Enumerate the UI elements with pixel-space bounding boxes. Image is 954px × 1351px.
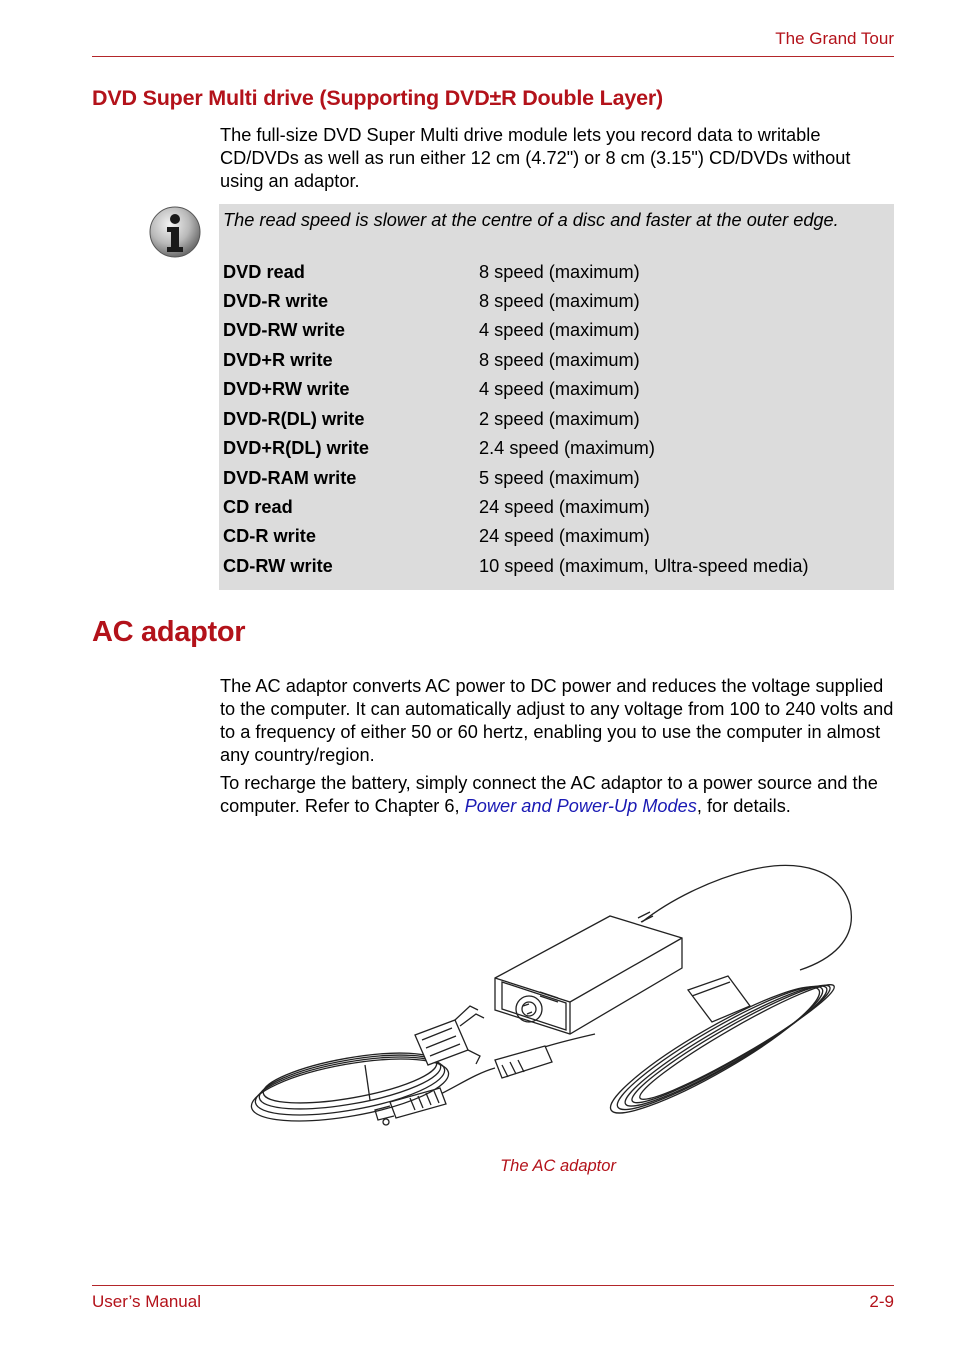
spec-value: 4 speed (maximum) bbox=[479, 379, 640, 399]
spec-value: 24 speed (maximum) bbox=[479, 497, 650, 517]
spec-label: DVD-R write bbox=[223, 291, 329, 311]
spec-label: DVD-RAM write bbox=[223, 468, 357, 488]
spec-row bbox=[223, 409, 883, 433]
info-icon bbox=[148, 205, 202, 259]
spec-value: 8 speed (maximum) bbox=[479, 291, 640, 311]
running-header-title: The Grand Tour bbox=[775, 29, 894, 48]
spec-value: 2 speed (maximum) bbox=[479, 409, 640, 429]
note-text: The read speed is slower at the centre of a disc and faster at the outer edge. bbox=[223, 210, 839, 230]
spec-value: 4 speed (maximum) bbox=[479, 320, 640, 340]
spec-row bbox=[223, 350, 883, 374]
power-modes-link[interactable]: Power and Power-Up Modes bbox=[464, 796, 697, 816]
spec-row bbox=[223, 262, 883, 286]
ac-paragraph-2-tail: , for details. bbox=[696, 796, 791, 816]
spec-value: 24 speed (maximum) bbox=[479, 526, 650, 546]
spec-label: DVD-R(DL) write bbox=[223, 409, 365, 429]
ac-adaptor-illustration bbox=[240, 860, 860, 1140]
spec-row bbox=[223, 497, 883, 521]
spec-label: DVD-RW write bbox=[223, 320, 345, 340]
spec-value: 8 speed (maximum) bbox=[479, 262, 640, 282]
ac-paragraph-1: The AC adaptor converts AC power to DC power and reduces the voltage supplied to the computer. It can automatically adjust to any voltage from 100 to 240 volts and to a frequency of either 50 or 60 hertz, enabling you to use the computer in almost any country/region. bbox=[220, 676, 894, 765]
spec-label: CD read bbox=[223, 497, 293, 517]
spec-label: CD-R write bbox=[223, 526, 316, 546]
spec-label: CD-RW write bbox=[223, 556, 333, 576]
dvd-section-paragraph: The full-size DVD Super Multi drive module lets you record data to writable CD/DVDs as well as run either 12 cm (4.72") or 8 cm (3.15") CD/DVDs without using an adaptor. bbox=[220, 125, 851, 191]
spec-value: 10 speed (maximum, Ultra-speed media) bbox=[479, 556, 809, 576]
ac-adaptor-heading: AC adaptor bbox=[92, 616, 246, 648]
spec-label: DVD+RW write bbox=[223, 379, 350, 399]
ac-paragraph-2 bbox=[220, 772, 896, 818]
spec-row bbox=[223, 291, 883, 315]
spec-value: 2.4 speed (maximum) bbox=[479, 438, 655, 458]
spec-label: DVD+R(DL) write bbox=[223, 438, 370, 458]
spec-label: DVD read bbox=[223, 262, 305, 282]
page-number: 2-9 bbox=[869, 1292, 894, 1311]
spec-row bbox=[223, 468, 883, 492]
footer-manual-title: User’s Manual bbox=[92, 1292, 201, 1311]
figure-caption: The AC adaptor bbox=[500, 1157, 616, 1175]
spec-row bbox=[223, 438, 883, 462]
spec-value: 8 speed (maximum) bbox=[479, 350, 640, 370]
dvd-section-heading: DVD Super Multi drive (Supporting DVD±R Double Layer) bbox=[92, 86, 663, 110]
footer-rule bbox=[92, 1285, 894, 1286]
spec-row bbox=[223, 320, 883, 344]
spec-row bbox=[223, 556, 883, 580]
spec-label: DVD+R write bbox=[223, 350, 333, 370]
spec-value: 5 speed (maximum) bbox=[479, 468, 640, 488]
spec-row bbox=[223, 379, 883, 403]
header-rule bbox=[92, 56, 894, 57]
ac-paragraph-2-text: To recharge the battery, simply connect the AC adaptor to a power source and the computer. Refer to Chapter 6, bbox=[220, 773, 878, 816]
spec-row bbox=[223, 526, 883, 550]
